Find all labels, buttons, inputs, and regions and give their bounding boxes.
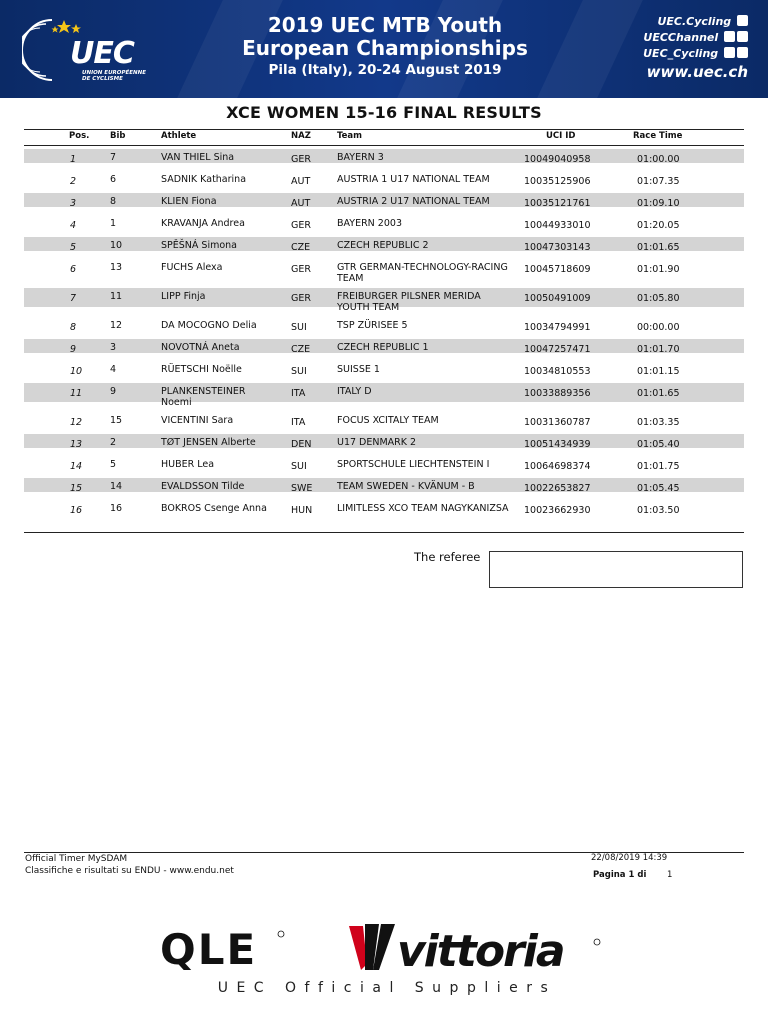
- cell-bib: 7: [110, 152, 117, 163]
- cell-athlete: EVALDSSON Tilde: [161, 481, 245, 492]
- page-label: Pagina 1 di: [593, 870, 647, 880]
- cell-athlete: TØT JENSEN Alberte: [161, 437, 256, 448]
- table-row: [24, 412, 744, 434]
- suppliers-caption: UEC Official Suppliers: [217, 980, 557, 996]
- logo-subtitle: UNION EUROPÉENNE DE CYCLISME: [82, 70, 146, 82]
- table-row: [24, 215, 744, 237]
- footer-info: [25, 853, 234, 877]
- cell-pos: 11: [70, 388, 83, 399]
- table-row: [24, 478, 744, 500]
- column-team: Team: [337, 131, 363, 141]
- cell-athlete: HUBER Lea: [161, 459, 215, 470]
- cell-uci-id: 10034810553: [524, 366, 591, 377]
- column-pos: Pos.: [69, 131, 90, 141]
- cell-pos: 12: [70, 417, 83, 428]
- cell-uci-id: 10047257471: [524, 344, 591, 355]
- cell-pos: 4: [70, 220, 77, 231]
- svg-text:QLE: QLE: [160, 926, 258, 970]
- uec-logo: [22, 14, 162, 84]
- column-uci-id: UCI ID: [546, 131, 576, 141]
- cell-race-time: 01:01.65: [637, 388, 680, 399]
- cell-uci-id: 10047303143: [524, 242, 591, 253]
- cell-team: AUSTRIA 1 U17 NATIONAL TEAM: [337, 174, 490, 185]
- cell-uci-id: 10045718609: [524, 264, 591, 275]
- cell-team: SUISSE 1: [337, 364, 380, 375]
- cell-race-time: 01:01.90: [637, 264, 680, 275]
- table-row: [24, 434, 744, 456]
- page-total: 1: [667, 870, 673, 880]
- cell-bib: 11: [110, 291, 123, 302]
- cell-uci-id: 10064698374: [524, 461, 591, 472]
- cell-bib: 9: [110, 386, 117, 397]
- cell-race-time: 01:20.05: [637, 220, 680, 231]
- cell-pos: 1: [70, 154, 77, 165]
- vittoria-logo: [345, 920, 605, 976]
- header-divider: [24, 145, 744, 146]
- column-race-time: Race Time: [633, 131, 683, 141]
- cell-race-time: 01:01.75: [637, 461, 680, 472]
- cell-athlete: RÜETSCHI Noëlle: [161, 364, 242, 375]
- results-source: Classifiche e risultati su ENDU - www.endu.net: [25, 866, 234, 876]
- cell-naz: SUI: [291, 322, 307, 333]
- table-header: [24, 131, 744, 145]
- table-row: [24, 500, 744, 529]
- cell-uci-id: 10034794991: [524, 322, 591, 333]
- cell-bib: 10: [110, 240, 123, 251]
- table-row: [24, 171, 744, 193]
- table-row: [24, 456, 744, 478]
- column-athlete: Athlete: [161, 131, 197, 141]
- cell-bib: 6: [110, 174, 117, 185]
- cell-pos: 8: [70, 322, 77, 333]
- cell-pos: 6: [70, 264, 77, 275]
- cell-team: SPORTSCHULE LIECHTENSTEIN I: [337, 459, 490, 470]
- cell-athlete: LIPP Finja: [161, 291, 206, 302]
- cell-bib: 15: [110, 415, 123, 426]
- cell-pos: 13: [70, 439, 83, 450]
- results-title: XCE WOMEN 15-16 FINAL RESULTS: [226, 103, 542, 122]
- cell-uci-id: 10035121761: [524, 198, 591, 209]
- event-title-line1: 2019 UEC MTB Youth: [267, 13, 503, 37]
- column-naz: NAZ: [291, 131, 311, 141]
- cell-athlete: NOVOTNÁ Aneta: [161, 342, 240, 353]
- facebook-icon: [737, 15, 748, 26]
- cell-bib: 1: [110, 218, 117, 229]
- youtube-icon: [724, 31, 735, 42]
- cell-uci-id: 10051434939: [524, 439, 591, 450]
- cell-uci-id: 10031360787: [524, 417, 591, 428]
- cell-race-time: 01:03.50: [637, 505, 680, 516]
- cell-team: AUSTRIA 2 U17 NATIONAL TEAM: [337, 196, 490, 207]
- cell-bib: 2: [110, 437, 117, 448]
- cell-race-time: 01:05.45: [637, 483, 680, 494]
- cell-athlete: KLIEN Fiona: [161, 196, 217, 207]
- cell-naz: CZE: [291, 242, 311, 253]
- cell-pos: 3: [70, 198, 77, 209]
- cell-naz: ITA: [291, 417, 306, 428]
- cell-uci-id: 10050491009: [524, 293, 591, 304]
- cell-race-time: 01:07.35: [637, 176, 680, 187]
- cell-naz: HUN: [291, 505, 313, 516]
- cell-naz: AUT: [291, 176, 311, 187]
- row-shading: [24, 383, 744, 402]
- cell-naz: GER: [291, 293, 311, 304]
- cell-race-time: 01:01.15: [637, 366, 680, 377]
- cell-naz: CZE: [291, 344, 311, 355]
- cell-race-time: 01:01.70: [637, 344, 680, 355]
- table-row: [24, 149, 744, 171]
- table-row: [24, 361, 744, 383]
- cell-race-time: 00:00.00: [637, 322, 680, 333]
- referee-label: The referee: [414, 550, 481, 564]
- cell-athlete: KRAVANJA Andrea: [161, 218, 245, 229]
- cell-bib: 5: [110, 459, 117, 470]
- cell-bib: 14: [110, 481, 123, 492]
- cell-uci-id: 10023662930: [524, 505, 591, 516]
- cell-naz: ITA: [291, 388, 306, 399]
- cell-team: BAYERN 3: [337, 152, 384, 163]
- cell-naz: GER: [291, 154, 311, 165]
- cell-bib: 13: [110, 262, 123, 273]
- youtube-link[interactable]: UECChannel: [618, 30, 748, 46]
- cell-naz: AUT: [291, 198, 311, 209]
- cell-team: TSP ZÜRISEE 5: [337, 320, 408, 331]
- logo-text: UEC: [70, 36, 134, 71]
- cell-team: FREIBURGER PILSNER MERIDA YOUTH TEAM: [337, 291, 481, 313]
- table-end-divider: [24, 532, 744, 533]
- cell-naz: SUI: [291, 461, 307, 472]
- cell-pos: 2: [70, 176, 77, 187]
- header-banner: [0, 0, 768, 98]
- cell-athlete: BOKROS Csenge Anna: [161, 503, 267, 514]
- cell-race-time: 01:03.35: [637, 417, 680, 428]
- table-row: [24, 193, 744, 215]
- cell-naz: DEN: [291, 439, 312, 450]
- cell-race-time: 01:05.40: [637, 439, 680, 450]
- cell-race-time: 01:01.65: [637, 242, 680, 253]
- column-bib: Bib: [110, 131, 126, 141]
- cell-team: GTR GERMAN-TECHNOLOGY-RACING TEAM: [337, 262, 508, 284]
- cell-naz: SWE: [291, 483, 313, 494]
- cell-athlete: DA MOCOGNO Delia: [161, 320, 257, 331]
- cell-athlete: FUCHS Alexa: [161, 262, 223, 273]
- cell-athlete: VAN THIEL Sina: [161, 152, 235, 163]
- event-title-line2: European Championships: [242, 36, 528, 60]
- social-links: [618, 14, 748, 82]
- cell-pos: 15: [70, 483, 83, 494]
- table-row: [24, 383, 744, 412]
- cell-uci-id: 10049040958: [524, 154, 591, 165]
- event-title: [230, 14, 540, 80]
- table-row: [24, 288, 744, 317]
- cell-bib: 8: [110, 196, 117, 207]
- table-row: [24, 237, 744, 259]
- cell-naz: GER: [291, 264, 311, 275]
- title-divider: [24, 129, 744, 130]
- cell-athlete: VICENTINI Sara: [161, 415, 234, 426]
- svg-text:vittoria: vittoria: [397, 926, 564, 976]
- cell-team: U17 DENMARK 2: [337, 437, 417, 448]
- cell-bib: 16: [110, 503, 123, 514]
- row-shading: [24, 149, 744, 163]
- cell-team: ITALY D: [337, 386, 372, 397]
- cell-naz: GER: [291, 220, 311, 231]
- cell-bib: 12: [110, 320, 123, 331]
- tiktok-icon: [737, 31, 748, 42]
- cell-pos: 10: [70, 366, 83, 377]
- cell-pos: 5: [70, 242, 77, 253]
- cell-athlete: SADNIK Katharina: [161, 174, 247, 185]
- cell-team: LIMITLESS XCO TEAM NAGYKANIZSA: [337, 503, 509, 514]
- cell-naz: SUI: [291, 366, 307, 377]
- cell-team: FOCUS XCITALY TEAM: [337, 415, 439, 426]
- cell-race-time: 01:05.80: [637, 293, 680, 304]
- official-timer: Official Timer MySDAM: [25, 854, 128, 864]
- cell-pos: 16: [70, 505, 83, 516]
- cell-uci-id: 10035125906: [524, 176, 591, 187]
- facebook-link[interactable]: UEC.Cycling: [618, 14, 748, 30]
- cell-bib: 3: [110, 342, 117, 353]
- ale-logo: [160, 926, 285, 970]
- website-link[interactable]: www.uec.ch: [646, 63, 748, 81]
- event-location-dates: Pila (Italy), 20-24 August 2019: [268, 62, 502, 78]
- cell-race-time: 01:00.00: [637, 154, 680, 165]
- cell-athlete: SPĚŠNÁ Simona: [161, 240, 237, 251]
- cell-team: CZECH REPUBLIC 2: [337, 240, 429, 251]
- instagram-icon: [737, 47, 748, 58]
- cell-uci-id: 10033889356: [524, 388, 591, 399]
- print-date: 22/08/2019 14:39: [591, 853, 668, 863]
- cell-team: CZECH REPUBLIC 1: [337, 342, 429, 353]
- cell-team: TEAM SWEDEN - KVÄNUM - B: [337, 481, 475, 492]
- referee-signature-box: [489, 551, 743, 588]
- table-row: [24, 339, 744, 361]
- cell-pos: 14: [70, 461, 83, 472]
- cell-pos: 7: [70, 293, 77, 304]
- cell-pos: 9: [70, 344, 77, 355]
- cell-bib: 4: [110, 364, 117, 375]
- table-row: [24, 259, 744, 288]
- twitter-link[interactable]: UEC_Cycling: [618, 46, 748, 62]
- cell-team: BAYERN 2003: [337, 218, 402, 229]
- cell-uci-id: 10022653827: [524, 483, 591, 494]
- table-row: [24, 317, 744, 339]
- cell-race-time: 01:09.10: [637, 198, 680, 209]
- cell-athlete: PLANKENSTEINER Noemi: [161, 386, 246, 408]
- twitter-icon: [724, 47, 735, 58]
- cell-uci-id: 10044933010: [524, 220, 591, 231]
